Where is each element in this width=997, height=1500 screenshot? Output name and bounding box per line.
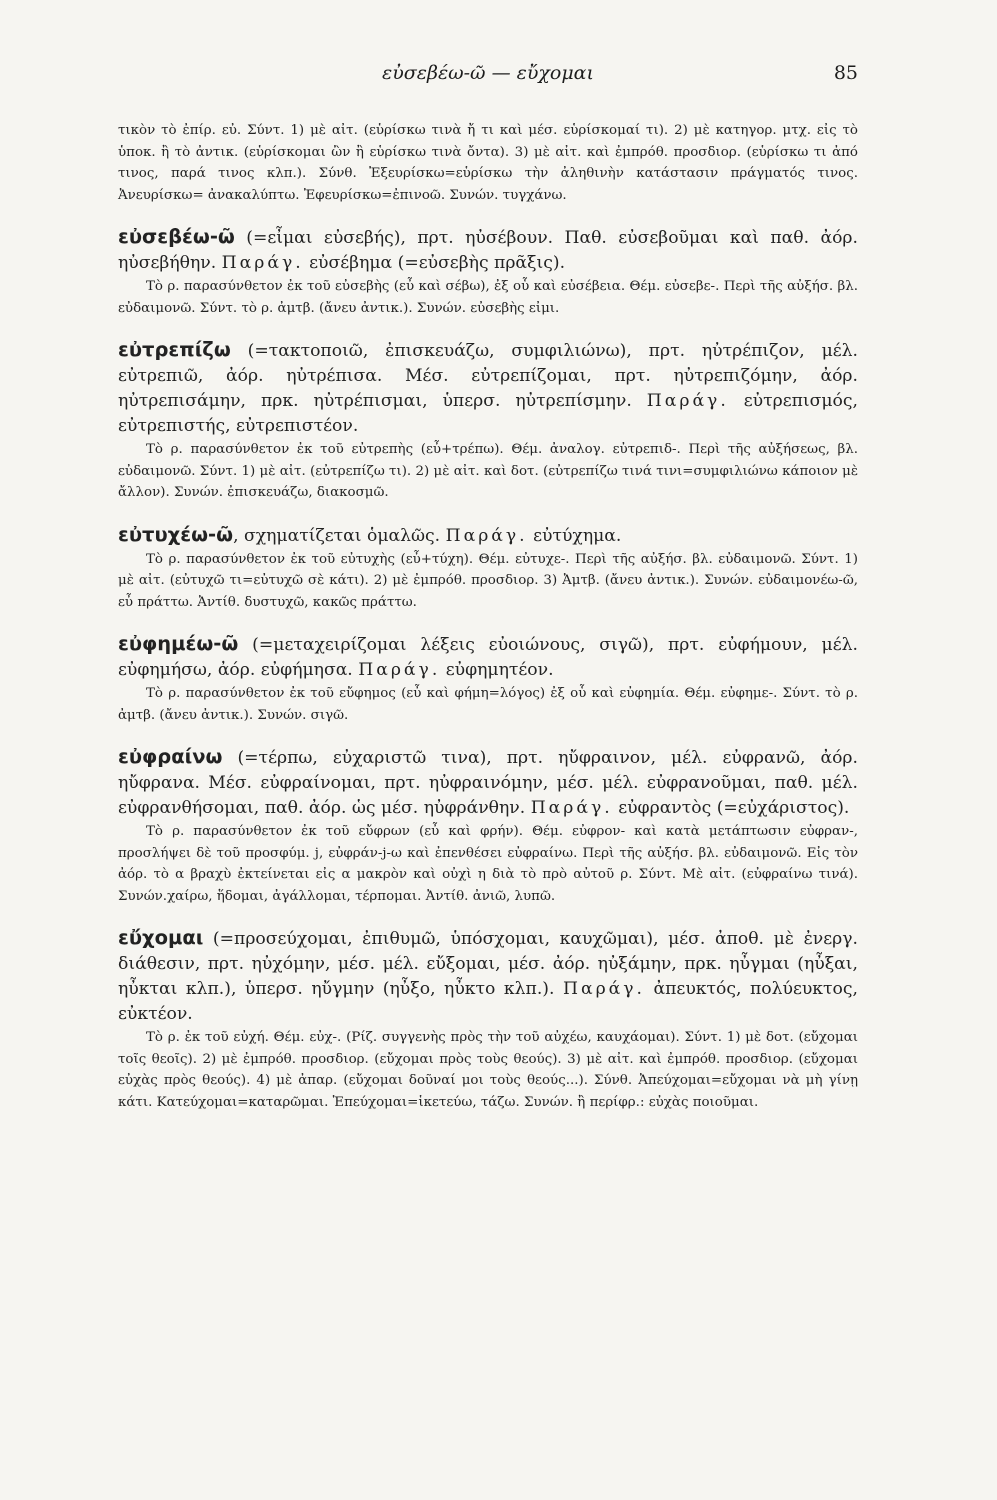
dictionary-entry — [118, 337, 858, 504]
derivatives-text: εὐτρεπισμός, εὐτρεπιστής, εὐτρεπιστέον. — [118, 391, 858, 436]
entry-definition — [118, 337, 858, 439]
entry-headword: εὐτρεπίζω — [118, 338, 231, 361]
entry-headword: εὐφραίνω — [118, 745, 223, 768]
derivatives-text: εὐτύχημα. — [527, 525, 622, 546]
dictionary-entry — [118, 744, 858, 907]
parag-label: Παράγ. — [445, 525, 528, 546]
entry-definition — [118, 631, 858, 683]
entry-notes: Τὸ ρ. παρασύνθετον ἐκ τοῦ εὐσεβὴς (εὖ καὶ σέβω), ἐξ οὗ καὶ εὐσέβεια. Θέμ. εὐσεβε-. Περὶ τῆς αὐξήσ. βλ. εὐδαιμονῶ. Σύντ. τὸ ρ. ἀμτβ. (ἄνευ ἀντικ.). Συνών. εὐσεβὴς εἰμι. — [118, 279, 858, 316]
derivatives-text: εὐφραντὸς (=εὐχάριστος). — [612, 798, 850, 818]
derivatives-text: εὐσέβημα (=εὐσεβὴς πρᾶξις). — [303, 253, 566, 273]
dictionary-entry — [118, 224, 858, 319]
entry-notes: Τὸ ρ. παρασύνθετον ἐκ τοῦ εὔφημος (εὖ καὶ φήμη=λόγος) ἐξ οὗ καὶ εὐφημία. Θέμ. εὐφημε-. Σύντ. τὸ ρ. ἀμτβ. (ἄνευ ἀντικ.). Συνών. σιγῶ. — [118, 686, 858, 723]
parag-label: Παράγ. — [358, 660, 441, 680]
entry-definition — [118, 744, 858, 821]
entry-notes: Τὸ ρ. παρασύνθετον ἐκ τοῦ εὐτυχὴς (εὖ+τύχη). Θέμ. εὐτυχε-. Περὶ τῆς αὐξήσ. βλ. εὐδαιμονῶ. Σύντ. 1) μὲ αἰτ. (εὐτυχῶ τι=εὐτυχῶ σὲ κάτι). 2) μὲ ἐμπρόθ. προσδιορ. 3) Ἀμτβ. (ἄνευ ἀντικ.). Συνών. εὐδαιμονέω-ῶ, εὖ πράττω. Ἀντίθ. δυστυχῶ, κακῶς πράττω. — [118, 551, 858, 610]
dictionary-entry — [118, 925, 858, 1113]
entry-notes: Τὸ ρ. παρασύνθετον ἐκ τοῦ εὐτρεπὴς (εὖ+τρέπω). Θέμ. ἀναλογ. εὐτρεπιδ-. Περὶ τῆς αὐξήσεως, βλ. εὐδαιμονῶ. Σύντ. 1) μὲ αἰτ. (εὐτρεπίζω τι). 2) μὲ αἰτ. καὶ δοτ. (εὐτρεπίζω τινά τινι=συμφιλιώνω κάποιον μὲ ἄλλον). Συνών. ἐπισκευάζω, διακοσμῶ. — [118, 442, 858, 500]
page-body — [118, 120, 858, 1113]
entry-definition — [118, 925, 858, 1027]
page-number: 85 — [833, 62, 858, 84]
derivatives-text: ἀπευκτός, πολύευκτος, εὐκτέον. — [118, 979, 858, 1024]
running-head: εὐσεβέω-ῶ — εὔχομαι — [382, 62, 594, 84]
definition-text: , σχηματίζεται ὁμαλῶς. — [233, 525, 446, 546]
dictionary-entry — [118, 631, 858, 726]
entry-notes: Τὸ ρ. παρασύνθετον ἐκ τοῦ εὔφρων (εὖ καὶ φρήν). Θέμ. εὐφρον- καὶ κατὰ μετάπτωσιν εὐφραν-, προσλήψει δὲ τοῦ προσφύμ. j, εὐφράν-j-ω καὶ ἐπενθέσει εὐφραίνω. Περὶ τῆς αὐξήσ. βλ. εὐδαιμονῶ. Εἰς τὸν ἀόρ. τὸ α βραχὺ ἐκτείνεται εἰς α μακρὸν καὶ οὐχὶ η διὰ τὸ πρὸ αὐτοῦ ρ. Σύντ. Μὲ αἰτ. (εὐφραίνω τινά). Συνών.χαίρω, ἥδομαι, ἀγάλλομαι, τέρπομαι. Ἀντίθ. ἀνιῶ, λυπῶ. — [118, 824, 858, 904]
definition-text: (=μεταχειρίζομαι λέξεις εὐοιώνους, σιγῶ), πρτ. εὐφήμουν, μέλ. εὐφημήσω, ἀόρ. εὐφήμησα. — [118, 635, 858, 680]
entry-headword: εὐσεβέω-ῶ — [118, 225, 235, 248]
continued-entry-text: τικὸν τὸ ἐπίρ. εὐ. Σύντ. 1) μὲ αἰτ. (εὑρίσκω τινὰ ἤ τι καὶ μέσ. εὑρίσκομαί τι). 2) μὲ κατηγορ. μτχ. εἰς τὸ ὑποκ. ἢ τὸ ἀντικ. (εὑρίσκομαι ὢν ἢ εὑρίσκω τινὰ ὄντα). 3) μὲ αἰτ. καὶ ἐμπρόθ. προσδιορ. (εὑρίσκω τι ἀπό τινος, παρά τινος κλπ.). Σύνθ. Ἐξευρίσκω=εὑρίσκω τὴν ἀληθινὴν κατάστασιν πράγματός τινος. Ἀνευρίσκω= ἀνακαλύπτω. Ἐφευρίσκω=ἐπινοῶ. Συνών. τυγχάνω. — [118, 123, 858, 203]
definition-text: (=τακτοποιῶ, ἐπισκευάζω, συμφιλιώνω), πρτ. ηὐτρέπιζον, μέλ. εὐτρεπιῶ, ἀόρ. ηὐτρέπισα. Μέσ. εὐτρεπίζομαι, πρτ. ηὐτρεπιζόμην, ἀόρ. ηὐτρεπισάμην, πρκ. ηὐτρέπισμαι, ὑπερσ. ηὐτρεπίσμην. — [118, 341, 858, 411]
entry-headword: εὔχομαι — [118, 926, 204, 949]
parag-label: Παράγ. — [562, 979, 646, 999]
entry-headword: εὐφημέω-ῶ — [118, 632, 239, 655]
dictionary-entry — [118, 522, 858, 614]
entry-definition — [118, 224, 858, 276]
definition-text: (=προσεύχομαι, ἐπιθυμῶ, ὑπόσχομαι, καυχῶμαι), μέσ. ἀποθ. μὲ ἐνεργ. διάθεσιν, πρτ. ηὐχόμην, μέσ. μέλ. εὔξομαι, μέσ. ἀόρ. ηὐξάμην, πρκ. ηὖγμαι (ηὖξαι, ηὖκται κλπ.), ὑπερσ. ηὔγμην (ηὖξο, ηὖκτο κλπ.). — [118, 929, 858, 999]
definition-text: (=εἶμαι εὐσεβής), πρτ. ηὐσέβουν. Παθ. εὐσεβοῦμαι καὶ παθ. ἀόρ. ηὐσεβήθην. — [118, 228, 858, 273]
entry-headword: εὐτυχέω-ῶ — [118, 522, 234, 546]
page-header — [118, 62, 858, 92]
entry-definition — [118, 522, 858, 549]
definition-text: (=τέρπω, εὐχαριστῶ τινα), πρτ. ηὔφραινον, μέλ. εὐφρανῶ, ἀόρ. ηὔφρανα. Μέσ. εὐφραίνομαι, πρτ. ηὐφραινόμην, μέσ. μέλ. εὐφρανοῦμαι, παθ. μέλ. εὐφρανθήσομαι, παθ. ἀόρ. ὡς μέσ. ηὐφράνθην. — [118, 748, 858, 818]
parag-label: Παράγ. — [530, 798, 613, 818]
parag-label: Παράγ. — [646, 391, 729, 411]
derivatives-text: εὐφημητέον. — [440, 660, 554, 680]
entry-notes: Τὸ ρ. ἐκ τοῦ εὐχή. Θέμ. εὐχ-. (Ρίζ. συγγενὴς πρὸς τὴν τοῦ αὐχέω, καυχάομαι). Σύντ. 1) μὲ δοτ. (εὔχομαι τοῖς θεοῖς). 2) μὲ ἐμπρόθ. προσδιορ. (εὔχομαι πρὸς τοὺς θεούς). 3) μὲ αἰτ. καὶ ἐμπρόθ. προσδιορ. (εὔχομαι εὐχὰς πρὸς θεούς). 4) μὲ ἀπαρ. (εὔχομαι δοῦναί μοι τοὺς θεούς...). Σύνθ. Ἀπεύχομαι=εὔχομαι νὰ μὴ γίνῃ κάτι. Κατεύχομαι=καταρῶμαι. Ἐπεύχομαι=ἱκετεύω, τάζω. Συνών. ἢ περίφρ.: εὐχὰς ποιοῦμαι. — [118, 1030, 858, 1110]
parag-label: Παράγ. — [221, 253, 304, 273]
